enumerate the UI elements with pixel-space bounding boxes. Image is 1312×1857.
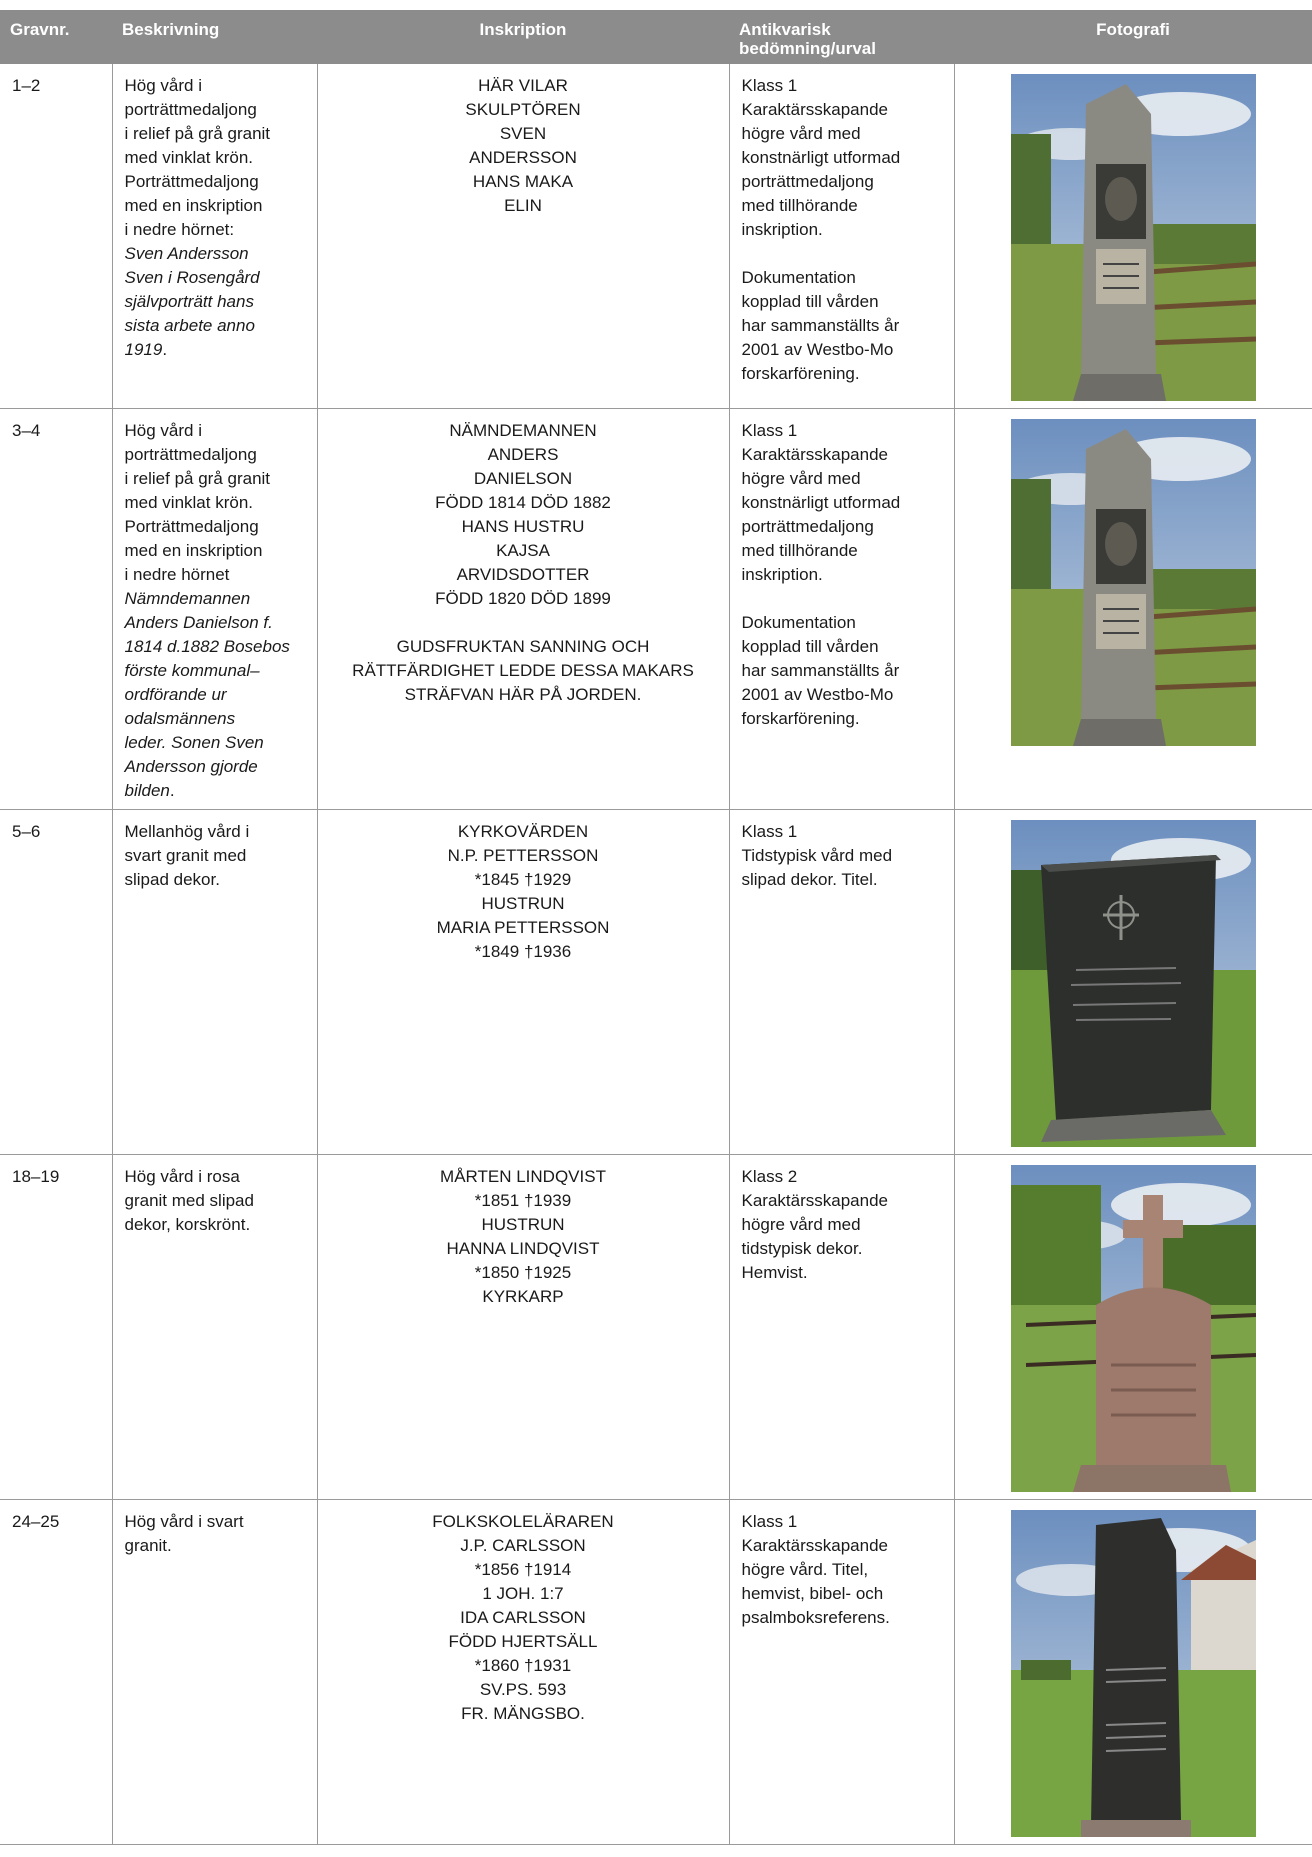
photo-cell [954, 1155, 1312, 1500]
description-italic-line [125, 587, 307, 611]
inscription-line: FÖDD 1814 DÖD 1882 [435, 493, 611, 512]
description-italic-line [125, 755, 307, 779]
inscription-line: SV.PS. 593 [479, 1680, 567, 1699]
italic-text: 1919 [124, 340, 163, 359]
description-line: Porträttmedaljong [124, 172, 259, 191]
assessment-line: Hemvist. [741, 1263, 808, 1282]
description-line: granit. [124, 1536, 172, 1555]
assessment-line: Dokumentation [741, 268, 856, 287]
assessment-line: har sammanställts år [741, 661, 900, 680]
inscription-line: HÄR VILAR [478, 76, 568, 95]
assessment-cell [729, 1155, 954, 1500]
description-italic-line [125, 731, 307, 755]
description-italic-line [125, 338, 307, 362]
inscription-line: *1860 †1931 [474, 1656, 572, 1675]
italic-text: Nämndemannen [124, 589, 251, 608]
assessment-cell [729, 409, 954, 810]
assessment-line: Klass 1 [741, 76, 798, 95]
gravnr-cell: 5–6 [0, 810, 112, 1155]
inscription-line: *1845 †1929 [474, 870, 572, 889]
inscription-line: GUDSFRUKTAN SANNING OCH [396, 637, 650, 656]
description-line: Mellanhög vård i [124, 822, 250, 841]
assessment-line: Klass 1 [741, 1512, 798, 1531]
assessment-line: högre vård med [741, 124, 861, 143]
inscription-line: HANNA LINDQVIST [446, 1239, 600, 1258]
description-line: med en inskription [124, 196, 263, 215]
inscription-line: FÖDD 1820 DÖD 1899 [435, 589, 611, 608]
inscription-line: HUSTRUN [481, 894, 565, 913]
description-line: porträttmedaljong [124, 100, 257, 119]
description-cell [112, 64, 317, 409]
assessment-line: Klass 2 [741, 1167, 798, 1186]
assessment-line: kopplad till vården [741, 637, 879, 656]
assessment-cell [729, 64, 954, 409]
inscription-line: HANS HUSTRU [461, 517, 585, 536]
inscription-line: FR. MÄNGSBO. [461, 1704, 585, 1723]
assessment-line: Tidstypisk vård med [741, 846, 893, 865]
inscription-line: RÄTTFÄRDIGHET LEDDE DESSA MAKARS [352, 661, 694, 680]
inscription-cell [317, 64, 729, 409]
description-cell [112, 1155, 317, 1500]
assessment-line: Klass 1 [741, 421, 798, 440]
inscription-line: ARVIDSDOTTER [456, 565, 590, 584]
description-line: i relief på grå granit [124, 124, 271, 143]
spacer [742, 242, 944, 266]
assessment-line: inskription. [741, 220, 823, 239]
header-gravnr: Gravnr. [0, 10, 112, 64]
inscription-line: *1851 †1939 [474, 1191, 572, 1210]
assessment-line: med tillhörande [741, 541, 858, 560]
inscription-line: ELIN [504, 196, 542, 215]
inscription-line: *1849 †1936 [474, 942, 572, 961]
inscription-cell [317, 1155, 729, 1500]
italic-text: Sven Andersson [124, 244, 249, 263]
header-antikvarisk: Antikvarisk bedömning/urval [729, 10, 954, 64]
inscription-line: ANDERS [487, 445, 559, 464]
inscription-cell [317, 810, 729, 1155]
photo-cell [954, 409, 1312, 810]
description-line: i nedre hörnet: [124, 220, 235, 239]
assessment-line: Dokumentation [741, 613, 856, 632]
assessment-line: inskription. [741, 565, 823, 584]
table-header-row [0, 10, 1312, 64]
description-italic-line [125, 683, 307, 707]
assessment-cell [729, 1500, 954, 1845]
inscription-line: HANS MAKA [472, 172, 574, 191]
assessment-line: konstnärligt utformad [741, 148, 901, 167]
assessment-line: högre vård med [741, 469, 861, 488]
photo-pink-cross [1011, 1165, 1256, 1492]
assessment-line: kopplad till vården [741, 292, 879, 311]
header-fotografi: Fotografi [954, 10, 1312, 64]
italic-text: sista arbete anno [124, 316, 255, 335]
italic-text: bilden [124, 781, 170, 800]
assessment-line: psalmboksreferens. [741, 1608, 890, 1627]
description-italic-line [125, 266, 307, 290]
table-row [0, 64, 1312, 409]
inscription-line: SKULPTÖREN [465, 100, 581, 119]
inscription-line: STRÄFVAN HÄR PÅ JORDEN. [404, 685, 642, 704]
assessment-line: tidstypisk dekor. [741, 1239, 863, 1258]
photo-tall-black-stone [1011, 1510, 1256, 1837]
italic-text: Andersson gjorde [124, 757, 258, 776]
assessment-line: Karaktärsskapande [741, 100, 888, 119]
description-italic-line [125, 635, 307, 659]
inscription-line: MARIA PETTERSSON [436, 918, 610, 937]
assessment-line: porträttmedaljong [741, 172, 874, 191]
inscription-line: HUSTRUN [481, 1215, 565, 1234]
photo-stone-medallion [1011, 74, 1256, 401]
description-line: Porträttmedaljong [124, 517, 259, 536]
italic-text: Sven i Rosengård [124, 268, 260, 287]
inscription-line: DANIELSON [473, 469, 573, 488]
inscription-line: FOLKSKOLELÄRAREN [432, 1512, 614, 1531]
gravnr-cell: 1–2 [0, 64, 112, 409]
photo-cell [954, 1500, 1312, 1845]
description-italic-line [125, 659, 307, 683]
description-line: dekor, korskrönt. [124, 1215, 251, 1234]
inscription-cell [317, 1500, 729, 1845]
description-line: slipad dekor. [124, 870, 220, 889]
assessment-line: Karaktärsskapande [741, 1536, 888, 1555]
description-italic-line [125, 314, 307, 338]
table-row [0, 1155, 1312, 1500]
gravnr-cell: 3–4 [0, 409, 112, 810]
description-italic-line [125, 242, 307, 266]
assessment-line: med tillhörande [741, 196, 858, 215]
assessment-line: hemvist, bibel- och [741, 1584, 884, 1603]
description-cell [112, 409, 317, 810]
assessment-line: konstnärligt utformad [741, 493, 901, 512]
header-beskrivning: Beskrivning [112, 10, 317, 64]
assessment-cell [729, 810, 954, 1155]
inscription-line: ANDERSSON [469, 148, 577, 167]
assessment-line: har sammanställts år [741, 316, 900, 335]
inscription-line: *1856 †1914 [474, 1560, 572, 1579]
photo-cell [954, 64, 1312, 409]
description-line: porträttmedaljong [124, 445, 257, 464]
description-italic-line [125, 611, 307, 635]
gravnr-cell: 18–19 [0, 1155, 112, 1500]
description-cell [112, 1500, 317, 1845]
inscription-line: IDA CARLSSON [460, 1608, 586, 1627]
inscription-line: KAJSA [496, 541, 550, 560]
italic-text: odalsmännens [124, 709, 236, 728]
italic-text: leder. Sonen Sven [124, 733, 264, 752]
assessment-line: forskarförening. [741, 709, 860, 728]
description-line: Hög vård i [124, 76, 202, 95]
spacer [324, 611, 723, 635]
table-row [0, 409, 1312, 810]
inscription-line: *1850 †1925 [474, 1263, 572, 1282]
italic-text: 1814 d.1882 Bosebos [124, 637, 290, 656]
description-tail: . [162, 340, 168, 359]
spacer [742, 587, 944, 611]
assessment-line: Karaktärsskapande [741, 1191, 888, 1210]
header-inskription: Inskription [317, 10, 729, 64]
description-italic-line [125, 707, 307, 731]
assessment-line: högre vård med [741, 1215, 861, 1234]
italic-text: förste kommunal– [124, 661, 260, 680]
inscription-line: N.P. PETTERSSON [447, 846, 599, 865]
assessment-line: högre vård. Titel, [741, 1560, 869, 1579]
gravestone-table [0, 10, 1312, 1845]
gravnr-cell: 24–25 [0, 1500, 112, 1845]
assessment-line: Karaktärsskapande [741, 445, 888, 464]
description-line: granit med slipad [124, 1191, 254, 1210]
description-line: i nedre hörnet [124, 565, 230, 584]
photo-cell [954, 810, 1312, 1155]
inscription-line: J.P. CARLSSON [460, 1536, 586, 1555]
photo-stone-medallion [1011, 419, 1256, 746]
inscription-line: FÖDD HJERTSÄLL [448, 1632, 598, 1651]
assessment-line: forskarförening. [741, 364, 860, 383]
assessment-line: 2001 av Westbo-Mo [741, 340, 894, 359]
table-row [0, 1500, 1312, 1845]
italic-text: Anders Danielson f. [124, 613, 273, 632]
italic-text: självporträtt hans [124, 292, 254, 311]
photo-black-slab [1011, 820, 1256, 1147]
description-line: svart granit med [124, 846, 247, 865]
inscription-line: KYRKOVÄRDEN [457, 822, 589, 841]
inscription-line: SVEN [499, 124, 547, 143]
inscription-line: NÄMNDEMANNEN [449, 421, 597, 440]
table-row [0, 810, 1312, 1155]
inscription-line: MÅRTEN LINDQVIST [440, 1167, 606, 1186]
inscription-line: KYRKARP [482, 1287, 564, 1306]
assessment-line: 2001 av Westbo-Mo [741, 685, 894, 704]
description-line: i relief på grå granit [124, 469, 271, 488]
description-cell [112, 810, 317, 1155]
description-italic-line [125, 290, 307, 314]
assessment-line: slipad dekor. Titel. [741, 870, 878, 889]
assessment-line: Klass 1 [741, 822, 798, 841]
description-line: med en inskription [124, 541, 263, 560]
inscription-cell [317, 409, 729, 810]
description-italic-line [125, 779, 307, 803]
description-line: Hög vård i svart [124, 1512, 244, 1531]
inscription-line: 1 JOH. 1:7 [482, 1584, 564, 1603]
description-line: med vinklat krön. [124, 148, 253, 167]
description-line: Hög vård i rosa [124, 1167, 240, 1186]
assessment-line: porträttmedaljong [741, 517, 874, 536]
description-tail: . [169, 781, 175, 800]
italic-text: ordförande ur [124, 685, 227, 704]
description-line: med vinklat krön. [124, 493, 253, 512]
description-line: Hög vård i [124, 421, 202, 440]
